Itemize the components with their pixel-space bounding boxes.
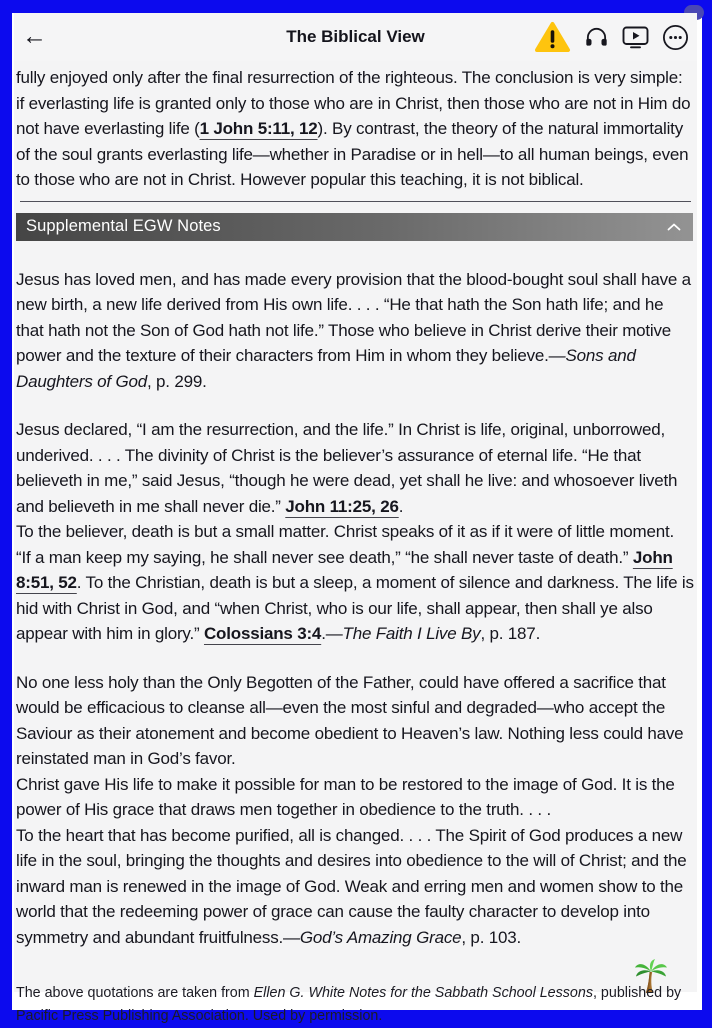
text-segment: , p. 299. [147,372,207,391]
section-bar-label: Supplemental EGW Notes [26,217,221,236]
text-segment: , p. 187. [480,624,540,643]
book-title: The Faith I Live By [343,624,481,643]
egw-quote-paragraph [16,670,695,951]
lesson-content [14,61,697,202]
header-icon-group [534,21,689,53]
text-segment: .— [321,624,342,643]
egw-notes-body [14,241,697,1028]
text-segment: Jesus declared, “I am the resurrection, and the life.” In Christ is life, original, unborrowed, underived. . . . The divinity of Christ is the believer’s assurance of eternal life. “He that believeth in me,” said Jesus, “though he were dead, yet shall he live: and whosoever liveth and believeth in me shall never die.” [16,420,677,516]
text-segment: Christ gave His life to make it possible for man to be restored to the image of God. It is the power of His grace that draws men together in obedience to the truth. . . . [16,775,675,820]
egw-quote-paragraph [16,417,695,647]
chevron-up-icon [667,223,681,231]
text-segment: . [399,497,404,516]
headphones-icon[interactable] [584,25,609,49]
book-title: Sons and Daughters of God [16,346,636,391]
text-segment: To the believer, death is but a small matter. Christ speaks of it as if it were of little moment. [16,522,674,541]
text-segment: The above quotations are taken from [16,985,254,1001]
egw-notes-section-header[interactable] [16,213,693,241]
text-segment: No one less holy than the Only Begotten of the Father, could have offered a sacrifice that would be efficacious to cleanse all—even the most sinful and degraded—who accept the Saviour as their atonement and become obedient to Heaven’s law. Nothing less could have reinstated man in God’s favor. [16,673,683,769]
more-ellipsis-icon[interactable] [662,24,689,51]
text-segment: To the heart that has become purified, all is changed. . . . The Spirit of God produces a new life in the soul, bringing the thoughts and desires into obedience to the will of Christ; and the inward man is renewed in the image of God. Weak and erring men and women show to the world that the redeeming power of grace can cause the faulty character to develop into symmetry and abundant fruitfulness.— [16,826,686,947]
warning-triangle-icon[interactable] [534,21,571,53]
egw-quote-paragraph [16,267,695,395]
section-divider [20,201,691,202]
page-title: The Biblical View [14,27,697,47]
scripture-link[interactable]: John 8:51, 52 [16,548,673,593]
book-title: Ellen G. White Notes for the Sabbath School Lessons [254,985,593,1001]
book-title: God’s Amazing Grace [300,928,462,947]
text-segment: . To the Christian, death is but a sleep, a moment of silence and darkness. The life is hid with Christ in God, and “when Christ, who is our life, shall appear, then shall ye also appear with him in glory.” [16,573,694,643]
text-segment: Jesus has loved men, and has made every provision that the blood-bought soul shall have a new birth, a new life derived from His own life. . . . “He that hath the Son hath life; and he that hath not the Son of God hath not life.” Those who believe in Christ derive their motive power and the texture of their characters from Him in whom they believe.— [16,270,691,366]
scripture-link[interactable]: 1 John 5:11, 12 [200,119,318,138]
text-segment: ). By contrast, the theory of the natural immortality of the soul grants everlasting life—whether in Paradise or in hell—to all human beings, even to those who are not in Christ. However popular this teaching, it is not biblical. [16,119,688,189]
permission-footnote [16,982,695,1028]
lesson-paragraph [16,65,695,193]
text-segment: , published by Pacific Press Publishing Association. Used by permission. [16,985,681,1024]
back-button[interactable]: ← [20,24,56,51]
content-panel [14,13,697,992]
text-segment: “If a man keep my saying, he shall never see death,” “he shall never taste of death.” [16,548,633,567]
text-segment: , p. 103. [461,928,521,947]
video-player-icon[interactable] [622,25,649,49]
scripture-link[interactable]: Colossians 3:4 [204,624,321,643]
app-header [14,13,697,61]
text-segment: fully enjoyed only after the final resurrection of the righteous. The conclusion is very simple: if everlasting life is granted only to those who are in Christ, then those who are not in Him do not have everlasting life ( [16,68,690,138]
scripture-link[interactable]: John 11:25, 26 [285,497,398,516]
